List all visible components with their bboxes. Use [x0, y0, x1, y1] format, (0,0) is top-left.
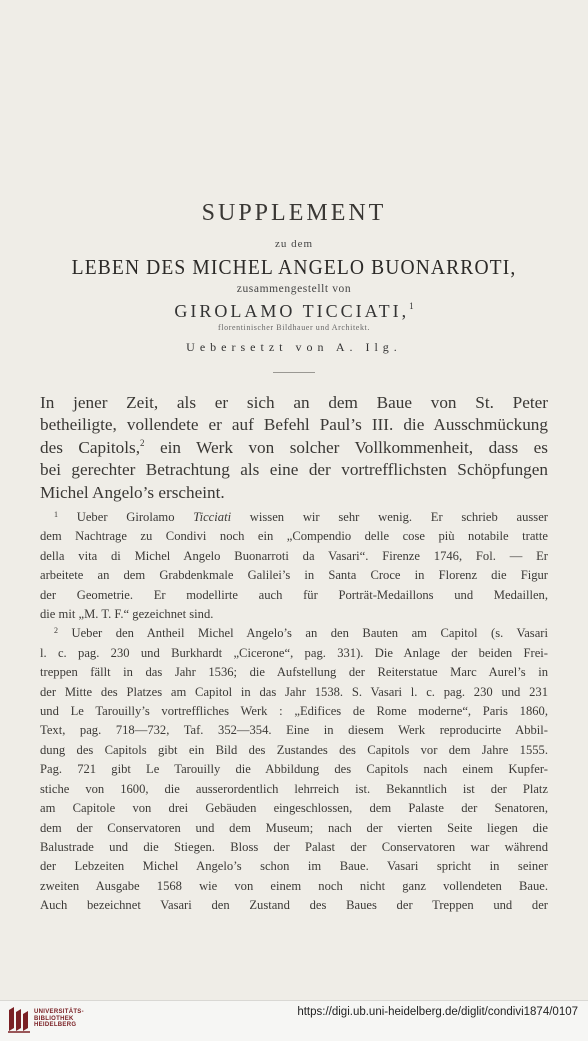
- footnote-line: arbeitete an dem Grabdenkmale Galilei’s in Santa Croce in Florenz die Figur: [40, 568, 548, 583]
- author-name-text: GIROLAMO TICCIATI,: [174, 301, 410, 321]
- body-line: Michel Angelo’s erscheint.: [40, 482, 225, 502]
- zu-dem-line: zu dem: [274, 238, 314, 250]
- footnote-line: die mit „M. T. F.“ gezeichnet sind.: [40, 607, 214, 622]
- body-line: bei gerechter Betrachtung als eine der vortrefflichsten Schöpfungen: [40, 460, 548, 480]
- footnote-line: der Mitte des Platzes am Capitol in das Jahr 1538. S. Vasari l. c. pag. 230 und 231: [40, 684, 548, 699]
- author-note-mark: 1: [409, 301, 414, 311]
- library-name-line: HEIDELBERG: [34, 1022, 77, 1028]
- body-line: betheiligte, vollendete er auf Befehl Paul’s III. die Ausschmückung: [40, 415, 548, 435]
- compiled-by-line: zusammengestellt von: [236, 283, 352, 295]
- footnote-line: [40, 624, 548, 643]
- author-name: [0, 301, 588, 322]
- body-line-part: ein Werk von solcher Vollkommenheit, dass es: [144, 437, 548, 457]
- footnote-line: stiche von 1600, die ausserordentlich lehrreich ist. Bekanntlich ist der Platz: [40, 781, 548, 796]
- library-name[interactable]: [34, 1009, 84, 1029]
- footnote-number: 2: [54, 626, 58, 636]
- permalink-url[interactable]: https://digi.ub.uni-heidelberg.de/diglit/condivi1874/0107: [297, 1006, 578, 1018]
- section-divider: [273, 372, 315, 373]
- footnote-line: Balustrade und die Stiegen. Bloss der Palast der Conservatoren war während: [40, 839, 548, 854]
- library-name-line: BIBLIOTHEK: [34, 1015, 74, 1022]
- heidelberg-library-logo-icon[interactable]: [6, 1004, 32, 1034]
- footnote-text: Ueber den Antheil Michel Angelo’s an den Bauten am Capitol (s. Vasari: [71, 626, 548, 641]
- footnote-line: della vita di Michel Angelo Buonarroti da Vasari“. Firenze 1746, Fol. — Er: [40, 548, 548, 563]
- footnote-line: dem Nachtrage zu Condivi noch ein „Compendio delle cose più notabile tratte: [40, 529, 548, 544]
- footnote-line: zweiten Ausgabe 1568 wie von einem noch nicht ganz vollendeten Baue.: [40, 878, 548, 893]
- footnote-line: und Le Tarouilly’s vortreffliches Werk : „Edifices de Rome moderne“, Paris 1860,: [40, 704, 548, 719]
- translator-line: Uebersetzt von A. Ilg.: [186, 340, 402, 354]
- footnote-line: treppen fällt in das Jahr 1536; die Aufstellung der Reiterstatue Marc Aurel’s in: [40, 665, 548, 680]
- footnote-line: l. c. pag. 230 und Burkhardt „Cicerone“, pag. 331). Die Anlage der beiden Frei-: [40, 645, 548, 660]
- footnote-line: dung des Capitols gibt ein Bild des Zustandes des Capitols vor dem Jahre 1555.: [40, 742, 548, 757]
- footnote-line: der Lebzeiten Michel Angelo’s schon im Baue. Vasari spricht in seiner: [40, 859, 548, 874]
- footnote-line: der Geometrie. Er modellirte auch für Porträt-Medaillons und Medaillen,: [40, 587, 548, 602]
- footnote-line: am Capitole von drei Gebäuden eingeschlossen, dem Palaste der Senatoren,: [40, 801, 548, 816]
- footnote-italic-name: Ticciati: [193, 510, 232, 524]
- footnote-line: [40, 508, 548, 527]
- supplement-title: SUPPLEMENT: [201, 200, 387, 226]
- library-name-line: UNIVERSITÄTS-: [34, 1009, 84, 1015]
- footnote-line: Auch bezeichnet Vasari den Zustand des Baues der Treppen und der: [40, 898, 548, 913]
- footnotes: [40, 508, 548, 916]
- footnote-line: Text, pag. 718—732, Taf. 352—354. Eine in diesem Werk reproducirte Abbil-: [40, 723, 548, 738]
- footnote-line: Pag. 721 gibt Le Tarouilly die Abbildung des Capitols nach einem Kupfer-: [40, 762, 548, 777]
- footnote-text: Ueber Girolamo: [76, 510, 194, 524]
- body-line-part: des Capitols,: [40, 437, 140, 457]
- author-role: florentinischer Bildhauer und Architekt.: [218, 323, 370, 332]
- footnote-number: 1: [54, 510, 58, 519]
- body-line: [40, 437, 548, 459]
- body-line: In jener Zeit, als er sich an dem Baue von St. Peter: [40, 393, 548, 412]
- subject-heading: LEBEN DES MICHEL ANGELO BUONARROTI,: [71, 255, 517, 279]
- footnote-text: wissen wir sehr wenig. Er schrieb ausser: [231, 510, 548, 524]
- main-paragraph: [40, 392, 548, 504]
- footnote-mark: 2: [140, 437, 145, 448]
- footnote-line: dem der Conservatoren und dem Museum; nach der vierten Seite liegen die: [40, 820, 548, 835]
